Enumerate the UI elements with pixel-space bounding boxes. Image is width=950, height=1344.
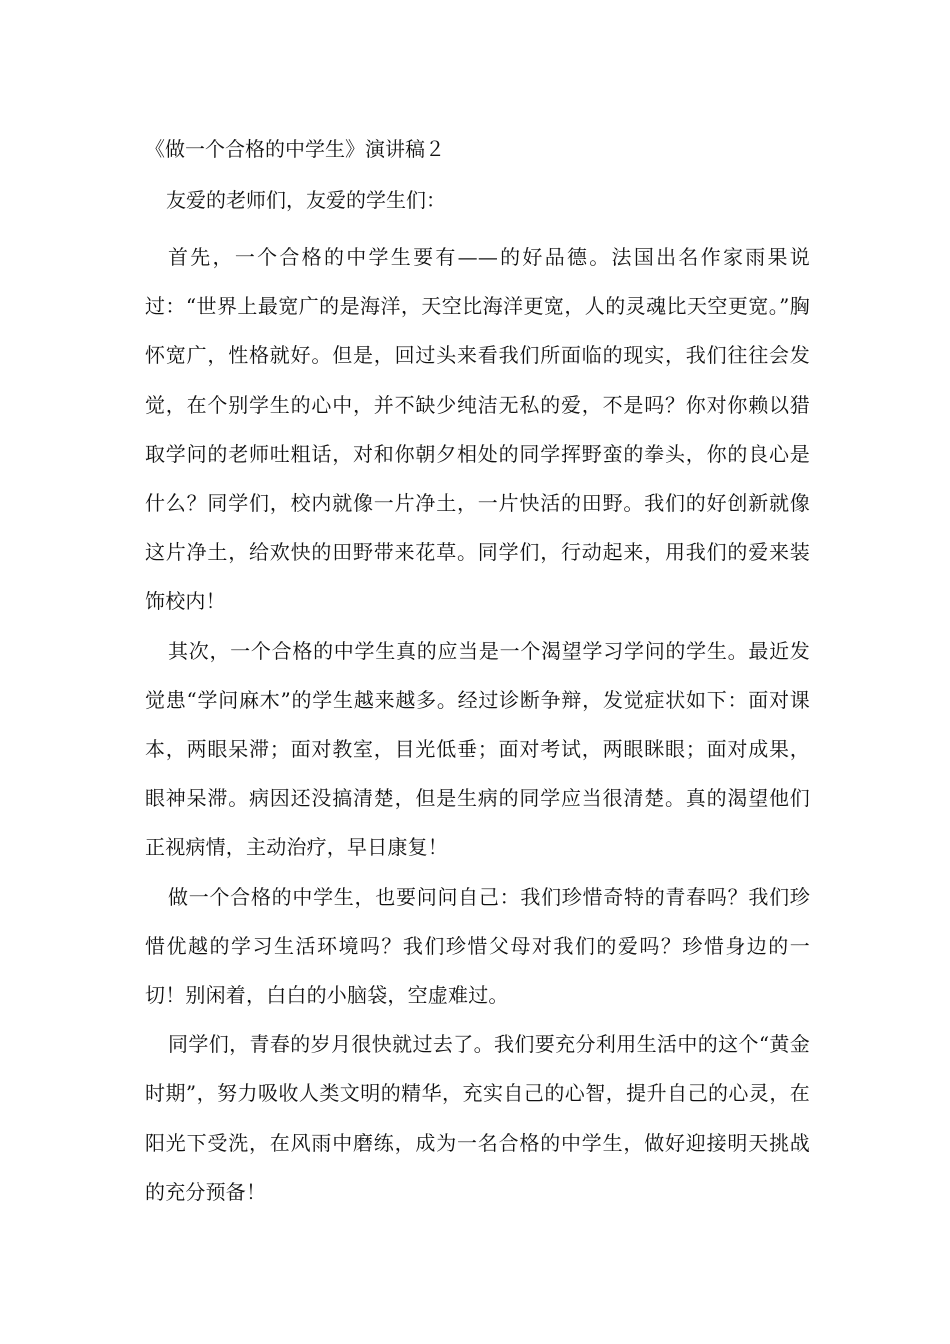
paragraph-4: 同学们，青春的岁月很快就过去了。我们要充分利用生活中的这个“黄金时期”，努力吸收人类文明的精华，充实自己的心智，提升自己的心灵，在阳光下受洗，在风雨中磨练，成为一名合格的中学生，做好迎接明天挑战的充分预备！ xyxy=(145,1032,810,1204)
paragraph-2: 其次，一个合格的中学生真的应当是一个渴望学习学问的学生。最近发觉患“学问麻木”的学生越来越多。经过诊断争辩，发觉症状如下：面对课本，两眼呆滞；面对教室，目光低垂；面对考试，两眼眯眼；面对成果，眼神呆滞。病因还没搞清楚，但是生病的同学应当很清楚。真的渴望他们正视病情，主动治疗，早日康复！ xyxy=(145,638,810,860)
speech-body xyxy=(145,233,810,1217)
paragraph-1: 首先，一个合格的中学生要有——的好品德。法国出名作家雨果说过：“世界上最宽广的是海洋，天空比海洋更宽，人的灵魂比天空更宽。”胸怀宽广，性格就好。但是，回过头来看我们所面临的现实，我们往往会发觉，在个别学生的心中，并不缺少纯洁无私的爱，不是吗？你对你赖以猎取学问的老师吐粗话，对和你朝夕相处的同学挥野蛮的拳头，你的良心是什么？同学们，校内就像一片净土，一片快活的田野。我们的好创新就像这片净土，给欢快的田野带来花草。同学们，行动起来，用我们的爱来装饰校内！ xyxy=(145,245,810,614)
document-title: 《做一个合格的中学生》演讲稿２ xyxy=(145,137,445,161)
paragraph-3: 做一个合格的中学生，也要问问自己：我们珍惜奇特的青春吗？我们珍惜优越的学习生活环境吗？我们珍惜父母对我们的爱吗？珍惜身边的一切！别闲着，白白的小脑袋，空虚难过。 xyxy=(145,884,810,1008)
speech-greeting: 友爱的老师们，友爱的学生们： xyxy=(166,188,446,212)
